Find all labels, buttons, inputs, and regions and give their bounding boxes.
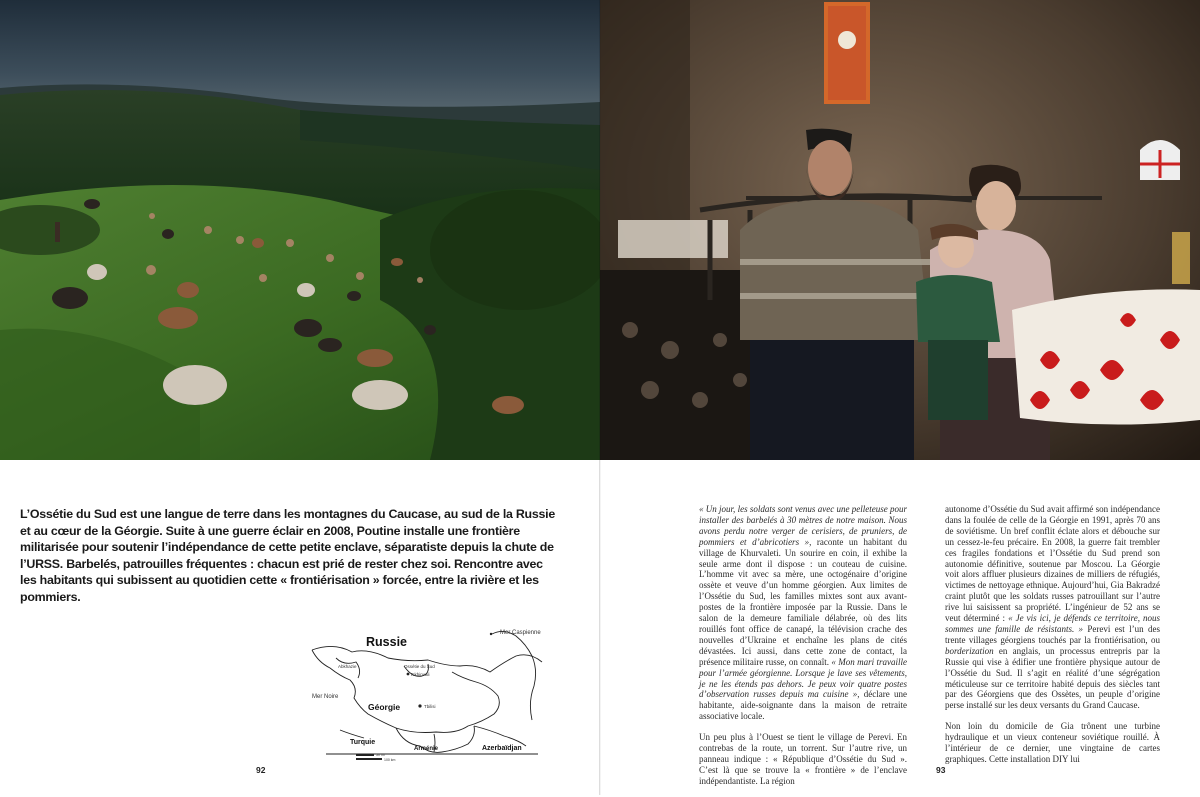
map-label-caspian: Mer Caspienne [500, 630, 541, 636]
column1-paragraph1 [699, 504, 907, 722]
quote-husband-army: « Mon mari travaille pour l’armée géorgienne. Lorsque je lave ses vêtements, je ne les étends pas dehors. Je peux voir quatre postes d’observation russes depuis ma cuisine » [699, 656, 908, 700]
column2-paragraph1 [945, 504, 1160, 711]
column2-text1-end: en anglais, un processus entrepris par la Russie qui vise à édifier une frontière physique autour de l’Ossétie du Sud. Il s’agit en réalité d’une ségrégation méticuleuse sur ce territoire habité depuis des siècles tant par des Géorgiens que des Ossètes, un peuple d’origine perse installé sur les deux versants du Grand Caucase. [945, 645, 1160, 711]
map-label-georgia: Géorgie [368, 702, 401, 712]
map-label-abkhazia: Abkhazie [338, 664, 357, 669]
quote-orchard: « Un jour, les soldats sont venus avec une pelleteuse pour installer des barbelés à 30 mètres de notre maison. Nous avons perdu notre verger de cerisiers, de pruniers, de pommiers et d’abricotiers » [699, 504, 907, 547]
column2-paragraph2: Non loin du domicile de Gia trônent une turbine hydraulique et un vieux conteneur soviétique rouillé. À l’intérieur de ce dernier, une vingtaine de cartes graphiques. Cette installation DIY lui [945, 721, 1160, 764]
map-label-tbilisi: Tbilisi [424, 704, 436, 709]
column1-text1-end: , déclare une habitante, aide-soignante dans la maison de retraite associative locale. [699, 689, 907, 722]
page-number-left: 92 [256, 765, 266, 775]
article-column-1 [699, 504, 907, 797]
map-label-tskhinvali: Tskhinvali [410, 672, 430, 677]
map-scale-mi: 50 mi [376, 753, 385, 757]
page-number-right: 93 [936, 765, 946, 775]
page-gutter [599, 0, 601, 795]
column1-paragraph2: Un peu plus à l’Ouest se tient le village de Perevi. En contrebas de la route, un torrent. Sur l’autre rive, un panneau indique : « République d’Ossétie du Sud ». C’est là que se trouve la « frontière » de l’enclave indépendantiste. La région [699, 732, 907, 786]
column2-text1: autonome d’Ossétie du Sud avait affirmé son indépendance dans la foulée de celle de la Géorgie en 1991, après 70 ans de soviétisme. Un bref conflit éclate alors et débouche sur un cessez-le-feu précaire. En 2008, la guerre fait trembler ces fragiles fondations et l’Ossétie du Sud prend son autonomie définitive, soutenue par Moscou. La Géorgie voit alors affluer plusieurs dizaines de milliers de réfugiés, victimes de nettoyage ethnique. Aujourd’hui, Gia Bakradzé craint plutôt que les soldats russes patrouillant sur l’autre rive lui saisissent sa propriété. L’ingénieur de 52 ans se veut déterminé : [945, 504, 1160, 624]
map-label-armenia: Arménie [414, 746, 439, 752]
region-map [304, 622, 548, 762]
right-page [600, 0, 1200, 795]
family-photo [600, 0, 1200, 460]
map-label-azerbaijan: Azerbaïdjan [482, 745, 522, 752]
left-page [0, 0, 600, 795]
article-column-2 [945, 504, 1160, 775]
quote-resistance: « Je vis ici, je défends ce territoire, nous sommes une famille de résistants. » [945, 613, 1160, 634]
map-scale-km: 100 km [384, 758, 396, 762]
lead-paragraph: L’Ossétie du Sud est une langue de terre dans les montagnes du Caucase, au sud de la Russie et au cœur de la Géorgie. Suite à une guerre éclair en 2008, Poutine installe une frontière militarisée pour soutenir l’indépendance de cette petite enclave, séparatiste depuis la chute de l’URSS. Barbelés, patrouilles fréquentes : chacun est prié de rester chez soi. Rencontre avec les habitants qui subissent au quotidien cette « frontiérisation » forcée, entre la rivière et les pommiers. [20, 507, 555, 604]
map-label-russia: Russie [366, 635, 407, 649]
map-label-turkey: Turquie [350, 739, 376, 746]
map-label-south-ossetia: Ossétie du Sud [404, 664, 435, 669]
map-label-black-sea: Mer Noire [312, 694, 339, 700]
pasture-photo [0, 0, 600, 460]
column2-text1-mid: Perevi est l’un des trente villages géorgiens touchés par la frontiérisation, ou [945, 623, 1160, 645]
column1-text1: , raconte un habitant du village de Khurvaleti. Un sourire en coin, il exhibe la seule arme dont il dispose : un couteau de cuisine. L’homme vit avec sa mère, une octogénaire d’origine ossète et veuve d’un homme géorgien. Aux limites de l’Ossétie du Sud, les familles mixtes sont aux avant-postes de la frontière imposée par la Russie. Dans le salon de la demeure familiale délabrée, où des lits rouillés font office de canapé, la télévision crache des nouvelles d’Ukraine et enchaîne les plans de cités dévastées. Ici aussi, dans cette zone de contact, la présence militaire russe, on connaît. [699, 536, 907, 667]
term-borderization: borderization [945, 645, 994, 656]
